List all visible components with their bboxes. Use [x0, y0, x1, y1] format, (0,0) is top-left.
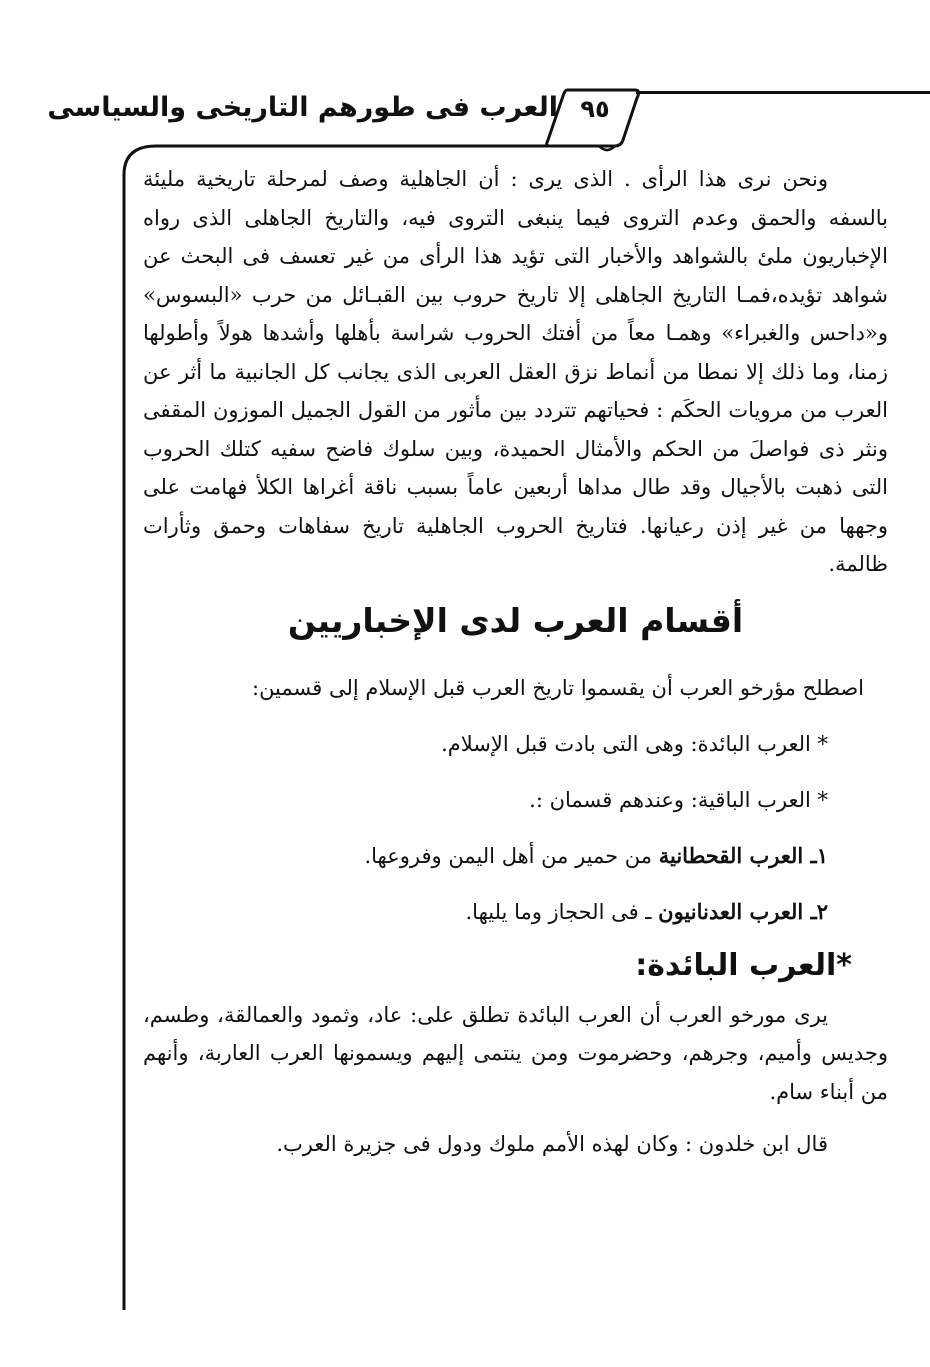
section-intro: اصطلح مؤرخو العرب أن يقسموا تاريخ العرب قبل الإسلام إلى قسمين:	[252, 675, 864, 700]
numbered-item-text: ـ فى الحجاز وما يليها.	[465, 899, 659, 924]
intro-paragraph: ونحن نرى هذا الرأى . الذى يرى : أن الجاهلية وصف لمرحلة تاريخية مليئة بالسفه والحمق وعدم التروى فيما ينبغى التروى فيه، والتاريخ الجاهلى الذى رواه الإخباريون ملئ بالشواهد والأخبار التى تؤيد هذا الرأى من غير تعسف فى البحث عن شواهد تؤيده،فمـا التاريخ الجاهلى إلا تاريخ حروب بين القبـائل من حرب «البسوس» و«داحس والغبراء» وهمـا معاً من أفتك الحروب شراسة بأهلها وأشدها هولاً وأطولها زمنا، وما ذلك إلا نمطا من أنماط نزق العقل العربى الذى يجانب كل الجانبية ما أثر عن العرب من مرويات الحكَم : فحياتهم تتردد بين مأثور من القول الجميل الموزون المقفى ونثر ذى فواصلَ من الحكم والأمثال الحميدة، وبين سلوك فاضح سفيه كتلك الحروب التى ذهبت بالأجيال وقد طال مداها أربعين عاماً بسبب ناقة أغراها الكلأ فهامت على وجهها من غير إذن رعيانها. فتاريخ الحروب الجاهلية تاريخ سفاهات وحمق وثأرات ظالمة.	[143, 167, 888, 576]
quote-paragraph: قال ابن خلدون : وكان لهذه الأمم ملوك ودول فى جزيرة العرب.	[276, 1132, 828, 1156]
numbered-item	[143, 884, 888, 940]
list-item: * العرب البائدة: وهى التى بادت قبل الإسلام.	[441, 731, 828, 756]
numbered-item-label: ١ـ العرب القحطانية	[658, 842, 828, 868]
spacer	[143, 1111, 888, 1125]
running-header-title: العرب فى طورهم التاريخى والسياسى	[47, 92, 558, 123]
numbered-item-text: من حمير من أهل اليمن وفروعها.	[364, 843, 659, 868]
subsection-heading: *العرب البائدة:	[635, 947, 852, 983]
page-number-scroll	[545, 78, 645, 158]
subsection-paragraph: يرى مورخو العرب أن العرب البائدة تطلق على: عاد، وثمود والعمالقة، وطسم، وجديس وأميم، وجرهم، وحضرموت ومن ينتمى إليهم ويسمونها العرب العاربة، وأنهم من أبناء سام.	[143, 1002, 888, 1104]
section-heading: أقسام العرب لدى الإخباريين	[287, 600, 744, 640]
list-item: * العرب الباقية: وعندهم قسمان :.	[529, 787, 828, 812]
numbered-item	[143, 828, 888, 884]
header-rule	[636, 91, 930, 94]
page-number: ٩٥	[580, 95, 610, 123]
page-body	[143, 160, 888, 1164]
numbered-item-label: ٢ـ العرب العدنانيون	[658, 898, 828, 924]
